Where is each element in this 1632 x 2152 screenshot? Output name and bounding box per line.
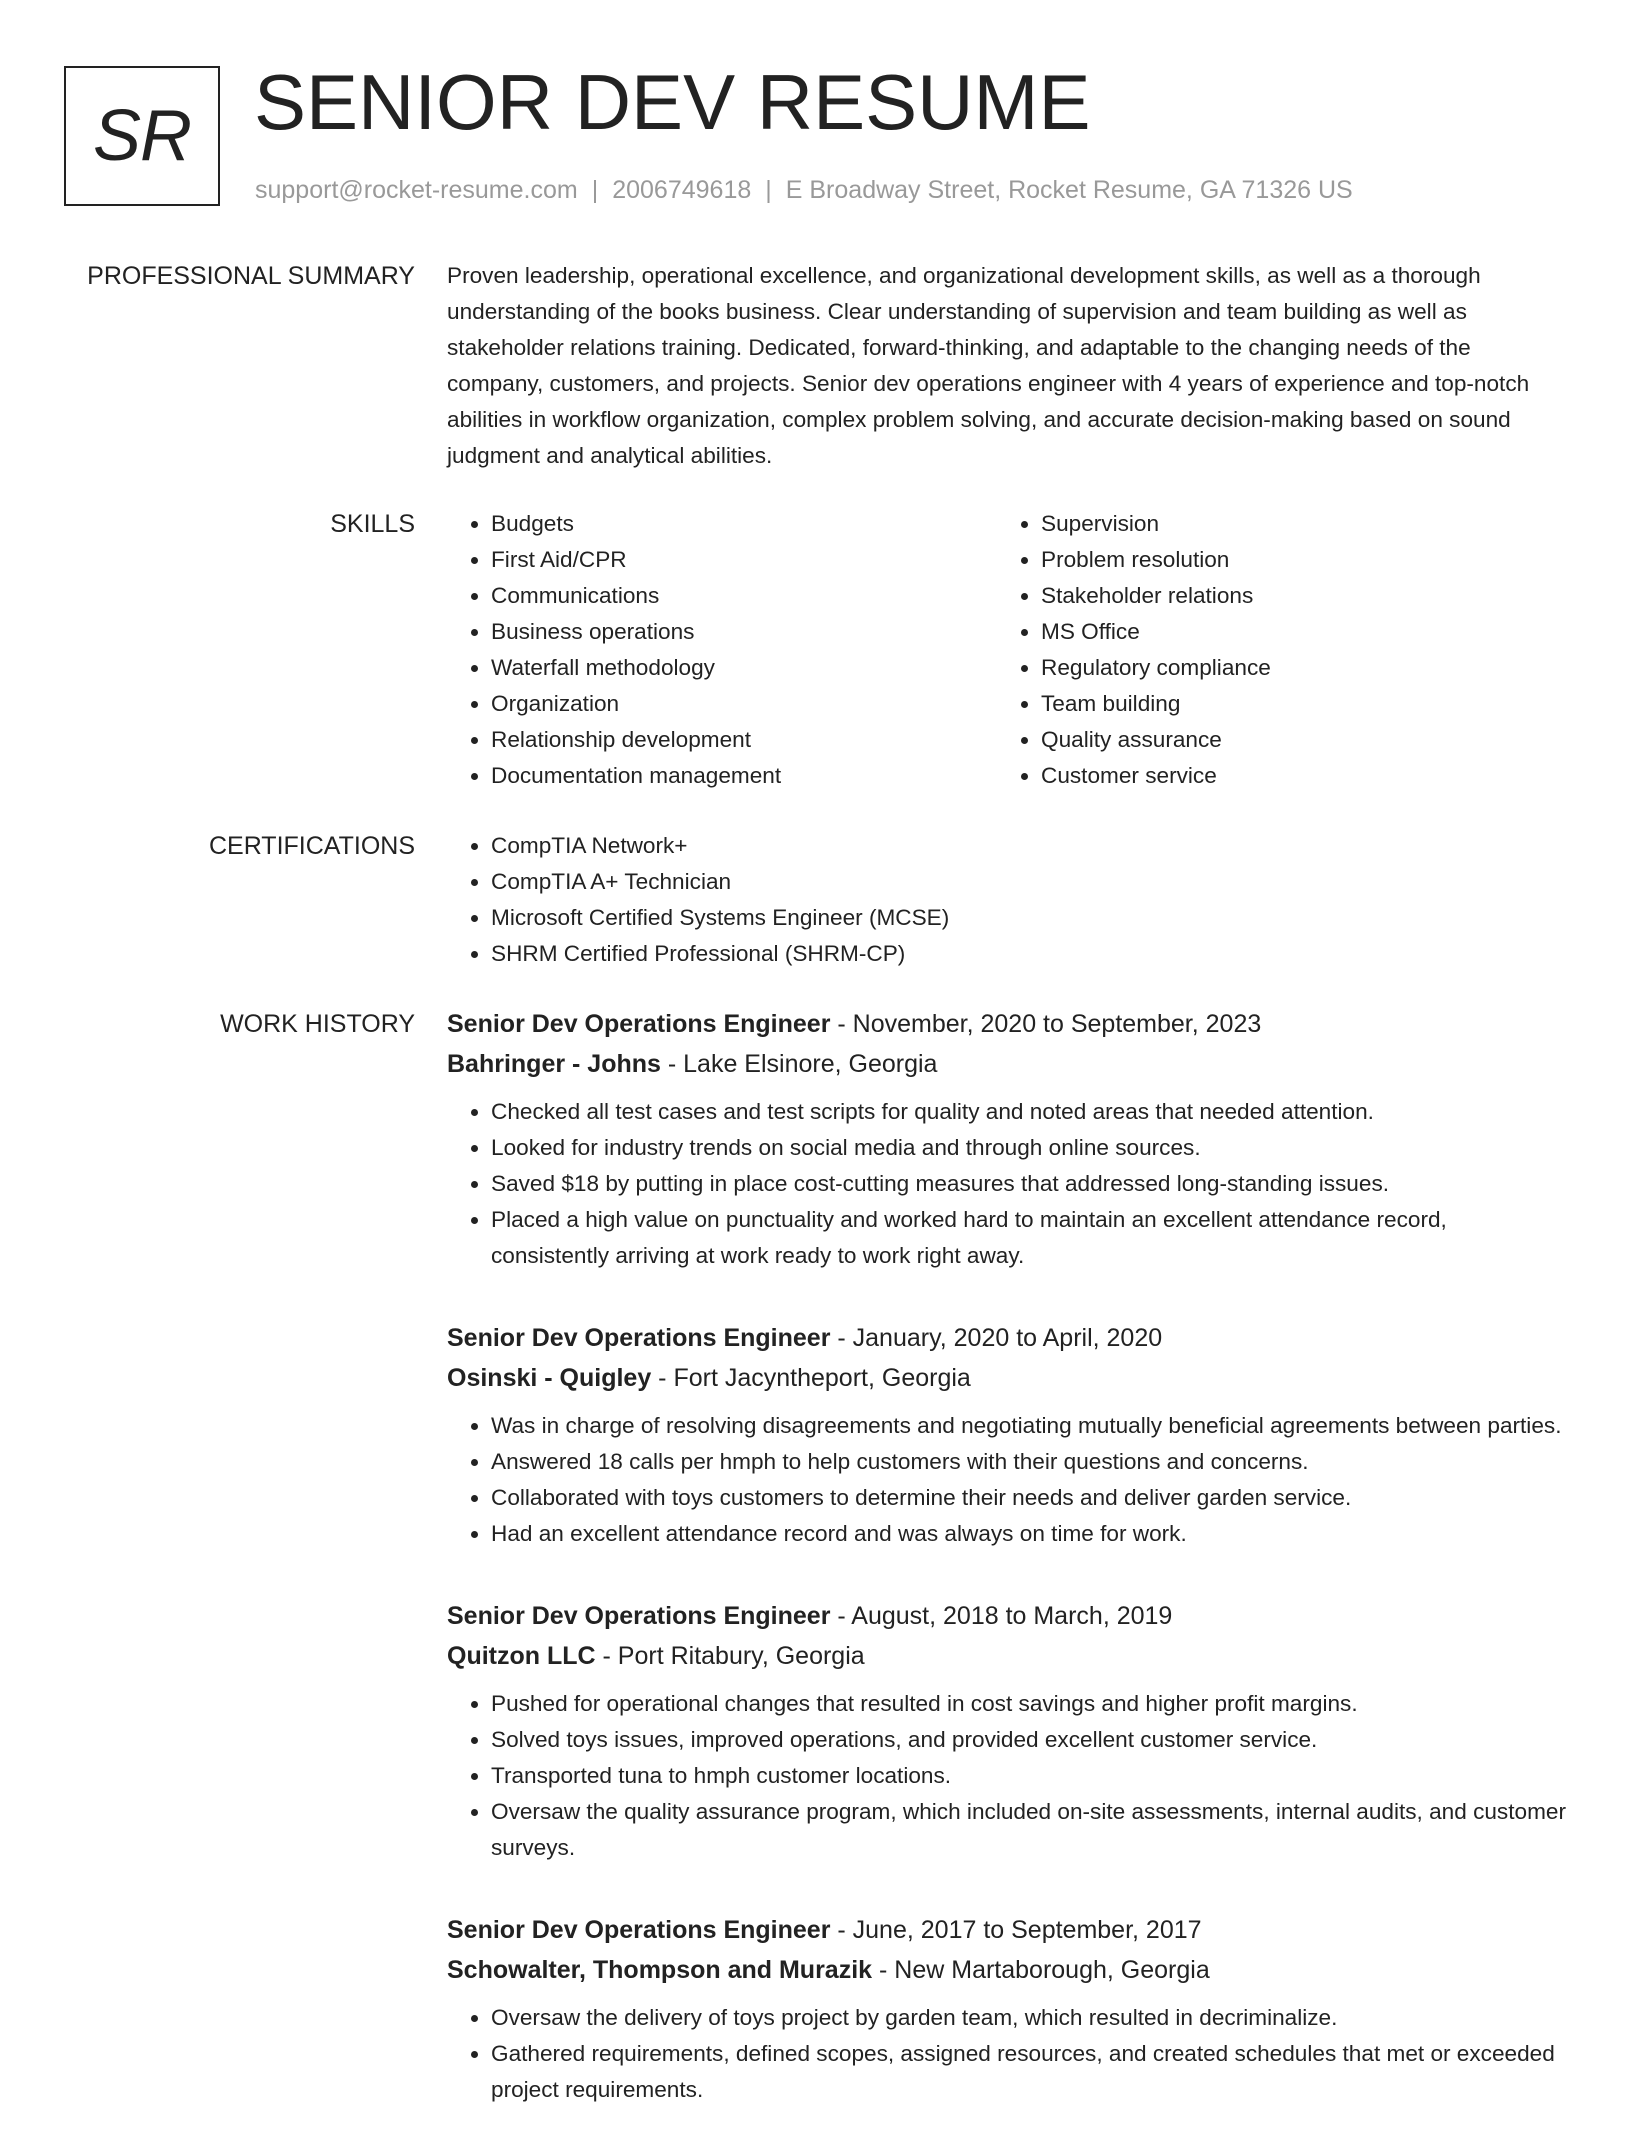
- job-company: Quitzon LLC: [447, 1642, 596, 1670]
- skills-list-left: [447, 506, 997, 794]
- skills-list-right: [997, 506, 1547, 794]
- job-bullets: [447, 2000, 1567, 2108]
- skill-item: • Communications: [491, 578, 997, 614]
- job-role: Senior Dev Operations Engineer: [447, 1324, 831, 1352]
- job-dash: -: [660, 1050, 684, 1078]
- summary-heading: PROFESSIONAL SUMMARY: [87, 262, 415, 290]
- job-company-line: [447, 1636, 1567, 1676]
- job-dash: -: [830, 1602, 852, 1630]
- job-dash: -: [830, 1324, 853, 1352]
- skill-item: • Quality assurance: [1041, 722, 1547, 758]
- job-bullet: • Placed a high value on punctuality and worked hard to maintain an excellent attendance record, consistently arriving at work ready to work right away.: [491, 1202, 1567, 1274]
- skill-item: • First Aid/CPR: [491, 542, 997, 578]
- certification-item: • CompTIA Network+: [491, 828, 1567, 864]
- job-role: Senior Dev Operations Engineer: [447, 1602, 831, 1630]
- job-location: Lake Elsinore, Georgia: [683, 1050, 938, 1078]
- job-company-line: [447, 1044, 1567, 1084]
- jobs-list: [447, 1004, 1567, 2152]
- skill-item: • Relationship development: [491, 722, 997, 758]
- summary-text: Proven leadership, operational excellence, and organizational development skills, as well as a thorough understanding of the books business. Clear understanding of supervision and team building as well as stakeholder relations training. Dedicated, forward-thinking, and adaptable to the changing needs of the company, customers, and projects. Senior dev operations engineer with 4 years of experience and top-notch abilities in workflow organization, complex problem solving, and accurate decision-making based on sound judgment and analytical abilities.: [447, 263, 1530, 468]
- job-dates: June, 2017 to September, 2017: [852, 1916, 1202, 1944]
- job-title-line: [447, 1318, 1567, 1358]
- job-bullet: • Checked all test cases and test scripts for quality and noted areas that needed attention.: [491, 1094, 1567, 1130]
- job-bullets: [447, 1686, 1567, 1866]
- job-dash: -: [830, 1916, 853, 1944]
- job-company-line: [447, 1358, 1567, 1398]
- monogram-logo: SR: [64, 66, 220, 206]
- job-bullets: [447, 1408, 1567, 1552]
- job-location: Fort Jacyntheport, Georgia: [673, 1364, 971, 1392]
- contact-separator: |: [591, 176, 599, 204]
- skill-item: • Supervision: [1041, 506, 1547, 542]
- job-dash: -: [872, 1956, 895, 1984]
- job-dates: January, 2020 to April, 2020: [852, 1324, 1163, 1352]
- job-location: New Martaborough, Georgia: [894, 1956, 1210, 1984]
- job-bullet: • Was in charge of resolving disagreements and negotiating mutually beneficial agreements between parties.: [491, 1408, 1567, 1444]
- job-entry: [447, 1004, 1567, 1274]
- job-bullet: • Solved toys issues, improved operations, and provided excellent customer service.: [491, 1722, 1567, 1758]
- job-company: Osinski - Quigley: [447, 1364, 652, 1392]
- skill-item: • Waterfall methodology: [491, 650, 997, 686]
- job-entry: [447, 1596, 1567, 1866]
- job-dates: August, 2018 to March, 2019: [851, 1602, 1173, 1630]
- skill-item: • Business operations: [491, 614, 997, 650]
- job-title-line: [447, 1596, 1567, 1636]
- job-bullet: • Answered 18 calls per hmph to help customers with their questions and concerns.: [491, 1444, 1567, 1480]
- skill-item: • Documentation management: [491, 758, 997, 794]
- job-title-line: [447, 1910, 1567, 1950]
- job-company-line: [447, 1950, 1567, 1990]
- skill-item: • Customer service: [1041, 758, 1547, 794]
- job-bullet: • Pushed for operational changes that resulted in cost savings and higher profit margins.: [491, 1686, 1567, 1722]
- job-title-line: [447, 1004, 1567, 1044]
- job-bullets: [447, 1094, 1567, 1274]
- job-location: Port Ritabury, Georgia: [617, 1642, 865, 1670]
- skill-item: • Problem resolution: [1041, 542, 1547, 578]
- skill-item: • Regulatory compliance: [1041, 650, 1547, 686]
- job-bullet: • Had an excellent attendance record and was always on time for work.: [491, 1516, 1567, 1552]
- job-bullet: • Looked for industry trends on social media and through online sources.: [491, 1130, 1567, 1166]
- contact-line: [255, 172, 1353, 208]
- skill-item: • Team building: [1041, 686, 1547, 722]
- job-bullet: • Collaborated with toys customers to determine their needs and deliver garden service.: [491, 1480, 1567, 1516]
- certifications-heading: CERTIFICATIONS: [208, 832, 415, 860]
- job-dash: -: [830, 1010, 853, 1038]
- job-bullet: • Gathered requirements, defined scopes, assigned resources, and created schedules that met or exceeded project requirements.: [491, 2036, 1567, 2108]
- job-dash: -: [651, 1364, 674, 1392]
- contact-address: E Broadway Street, Rocket Resume, GA 71326 US: [785, 176, 1353, 204]
- contact-email: support@rocket-resume.com: [255, 176, 578, 204]
- certification-item: • CompTIA A+ Technician: [491, 864, 1567, 900]
- job-company: Bahringer - Johns: [447, 1050, 661, 1078]
- skill-item: • Stakeholder relations: [1041, 578, 1547, 614]
- skill-item: • MS Office: [1041, 614, 1547, 650]
- job-dash: -: [595, 1642, 618, 1670]
- job-bullet: • Saved $18 by putting in place cost-cutting measures that addressed long-standing issues.: [491, 1166, 1567, 1202]
- skill-item: • Budgets: [491, 506, 997, 542]
- job-role: Senior Dev Operations Engineer: [447, 1916, 831, 1944]
- job-dates: November, 2020 to September, 2023: [852, 1010, 1262, 1038]
- certification-item: • SHRM Certified Professional (SHRM-CP): [491, 936, 1567, 972]
- job-role: Senior Dev Operations Engineer: [447, 1010, 831, 1038]
- resume-title: SENIOR DEV RESUME: [254, 58, 1091, 146]
- skills-heading: SKILLS: [330, 510, 415, 538]
- job-company: Schowalter, Thompson and Murazik: [447, 1956, 873, 1984]
- job-entry: [447, 1318, 1567, 1552]
- skill-item: • Organization: [491, 686, 997, 722]
- certifications-list: [447, 828, 1567, 972]
- job-bullet: • Transported tuna to hmph customer locations.: [491, 1758, 1567, 1794]
- job-entry: [447, 1910, 1567, 2108]
- work-history-heading: WORK HISTORY: [220, 1010, 415, 1038]
- contact-phone: 2006749618: [612, 176, 752, 204]
- job-bullet: • Oversaw the quality assurance program, which included on-site assessments, internal audits, and customer surveys.: [491, 1794, 1567, 1866]
- certification-item: • Microsoft Certified Systems Engineer (MCSE): [491, 900, 1567, 936]
- job-bullet: • Oversaw the delivery of toys project by garden team, which resulted in decriminalize.: [491, 2000, 1567, 2036]
- contact-separator: |: [765, 176, 772, 204]
